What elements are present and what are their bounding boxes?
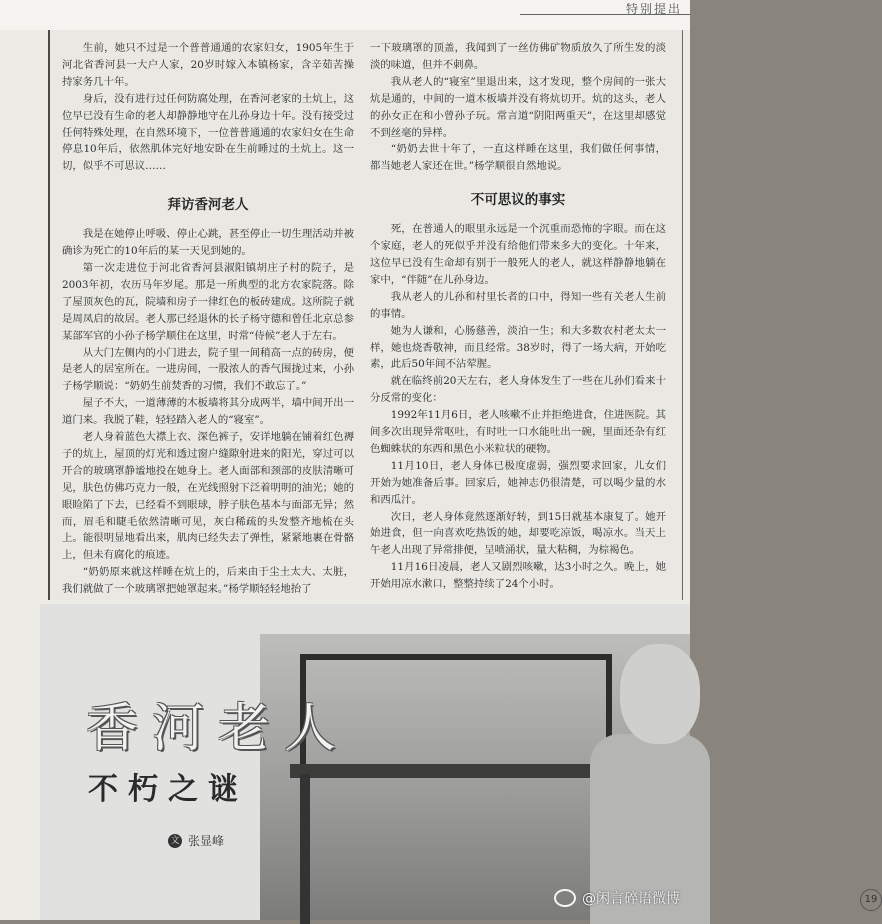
article-subtitle: 不朽之谜 xyxy=(88,772,248,807)
body-paragraph: 一下玻璃罩的顶盖，我闻到了一丝仿佛矿物质放久了所生发的淡淡的味道，但并不刺鼻。 xyxy=(370,42,666,71)
column-header-label: 特别提出 xyxy=(625,2,682,16)
body-paragraph: 第一次走进位于河北省香河县淑阳镇胡庄子村的院子，是2003年初，农历马年岁尾。那是一所典型的北方农家院落。除了屋顶灰色的瓦，院墙和房子一律红色的板砖建成。这所院子就是周凤启的故居。老人那已经退休的长子杨守德和曾任北京总参某部军官的小孙子杨学顺住在这里，时常“侍候”老人于左右。 xyxy=(62,261,354,342)
dated-paragraph: 11月16日凌晨，老人又剧烈咳嗽，达3小时之久。晚上，她开始用凉水漱口，整整持续了24个小时。 xyxy=(370,561,666,591)
left-column xyxy=(62,40,354,598)
body-paragraph: “奶奶去世十年了，一直这样睡在这里，我们做任何事情，都当她老人家还在世。”杨学顺很自然地说。 xyxy=(370,143,666,173)
author-line xyxy=(168,832,224,849)
author-name: 张显峰 xyxy=(188,834,225,848)
intro-paragraph: 身后，没有进行过任何防腐处理，在香河老家的土炕上，这位早已没有生命的老人却静静地守在儿孙身边十年。没有接受过任何特殊处理，在自然环境下，一位普普通通的农家妇女在生命停息10年后，依然肌体完好地安卧在生前睡过的土炕上。这一切，似乎不可思议…… xyxy=(62,92,354,173)
body-paragraph: 我是在她停止呼吸、停止心跳，甚至停止一切生理活动并被确诊为死亡的10年后的某一天见到她的。 xyxy=(62,228,354,258)
weibo-watermark xyxy=(554,888,680,908)
article-title: 香河老人 xyxy=(86,699,351,759)
article-photo xyxy=(260,634,878,920)
body-paragraph: 就在临终前20天左右，老人身体发生了一些在儿孙们看来十分反常的变化： xyxy=(370,375,666,405)
body-paragraph: 死，在普通人的眼里永远是一个沉重而恐怖的字眼。而在这个家庭，老人的死似乎并没有给他们带来多大的变化。十年来，这位早已没有生命却有别于一般死人的老人，就这样静静地躺在家中，“伴随”在儿孙身边。 xyxy=(370,223,666,286)
body-paragraph: 我从老人的儿孙和村里长者的口中，得知一些有关老人生前的事情。 xyxy=(370,290,666,320)
bed-leg xyxy=(300,774,310,924)
body-paragraph: 老人身着蓝色大襟上衣、深色裤子，安详地躺在铺着红色褥子的炕上，屋顶的灯光和透过窗户缝隙射进来的阳光，穿过可以开合的玻璃罩静谧地投在她身上。老人面部和颈部的皮肤清晰可见，肤色仿佛巧克力一般，在光线照射下泛着明明的油光；她的眼睑陷了下去，已经看不到眼球，脖子肤色基本与面部无异；然而，眉毛和睫毛依然清晰可见，灰白稀疏的头发整齐地梳在头上。能很明显地看出来，肌肉已经失去了弹性，紧紧地裹在骨骼上，但未有腐化的痕迹。 xyxy=(62,431,354,562)
dated-paragraph: 1992年11月6日，老人咳嗽不止并拒绝进食，住进医院。其间多次出现异常呕吐，有时吐一口水能吐出一碗，里面还杂有红色蜘蛛状的东西和黑色小米粒状的硬物。 xyxy=(370,409,666,455)
page-top-band xyxy=(0,0,690,30)
body-paragraph: 屋子不大，一道薄薄的木板墙将其分成两半，墙中间开出一道门来。我脱了鞋，轻轻踏入老人的“寝室”。 xyxy=(62,397,354,427)
body-paragraph: 从大门左侧内的小门进去，院子里一间稍高一点的砖房，便是老人的居室所在。一进房间，一股浓人的香气围拢过来，小孙子杨学顺说：“奶奶生前焚香的习惯，我们不敢忘了。” xyxy=(62,346,354,393)
body-paragraph: “奶奶原来就这样睡在炕上的，后来由于尘土太大、太脏，我们就做了一个玻璃罩把她罩起来。”杨学顺轻轻地抬了 xyxy=(62,566,354,596)
dated-paragraph: 次日，老人身体竟然逐渐好转，到15日就基本康复了。她开始进食，但一向喜欢吃热饭的她，却要吃凉饭，喝凉水。当天上午老人出现了异常排便，呈喷涌状，量大粘稠，为棕褐色。 xyxy=(370,510,666,557)
page-number: 19 xyxy=(860,889,882,911)
body-paragraph: 她为人谦和，心肠慈善，淡泊一生；和大多数农村老太太一样，她也烧香敬神，而且经常。38岁时，得了一场大病，开始吃素，此后50年间不沾荤腥。 xyxy=(370,324,666,371)
intro-paragraph: 生前，她只不过是一个普普通通的农家妇女，1905年生于河北省香河县一大户人家，20岁时嫁入本镇杨家，含辛茹苦操持家务几十年。 xyxy=(62,42,354,88)
section-title-fact: 不可思议的事实 xyxy=(470,192,566,209)
watermark-text: @闲言碎语微博 xyxy=(582,891,680,907)
right-column xyxy=(370,40,666,593)
article-title-block xyxy=(40,604,878,920)
body-paragraph: 我从老人的“寝室”里退出来，这才发现，整个房间的一张大炕是通的，中间的一道木板墙并没有将炕切开。炕的这头，老人的孙女正在和小曾孙子玩。常言道“阴阳两重天”，在这里却感觉不到丝毫的异样。 xyxy=(370,75,666,139)
bed-edge xyxy=(290,764,620,778)
section-title-visit: 拜访香河老人 xyxy=(167,197,249,214)
dated-paragraph: 11月10日，老人身体已极度虚弱，强烈要求回家，儿女们开始为她准备后事。回家后，她神志仍很清楚，可以喝少量的水和西瓜汁。 xyxy=(370,459,666,506)
person-head xyxy=(620,644,700,744)
weibo-icon xyxy=(554,889,576,907)
author-mark-icon: 文 xyxy=(168,834,182,848)
